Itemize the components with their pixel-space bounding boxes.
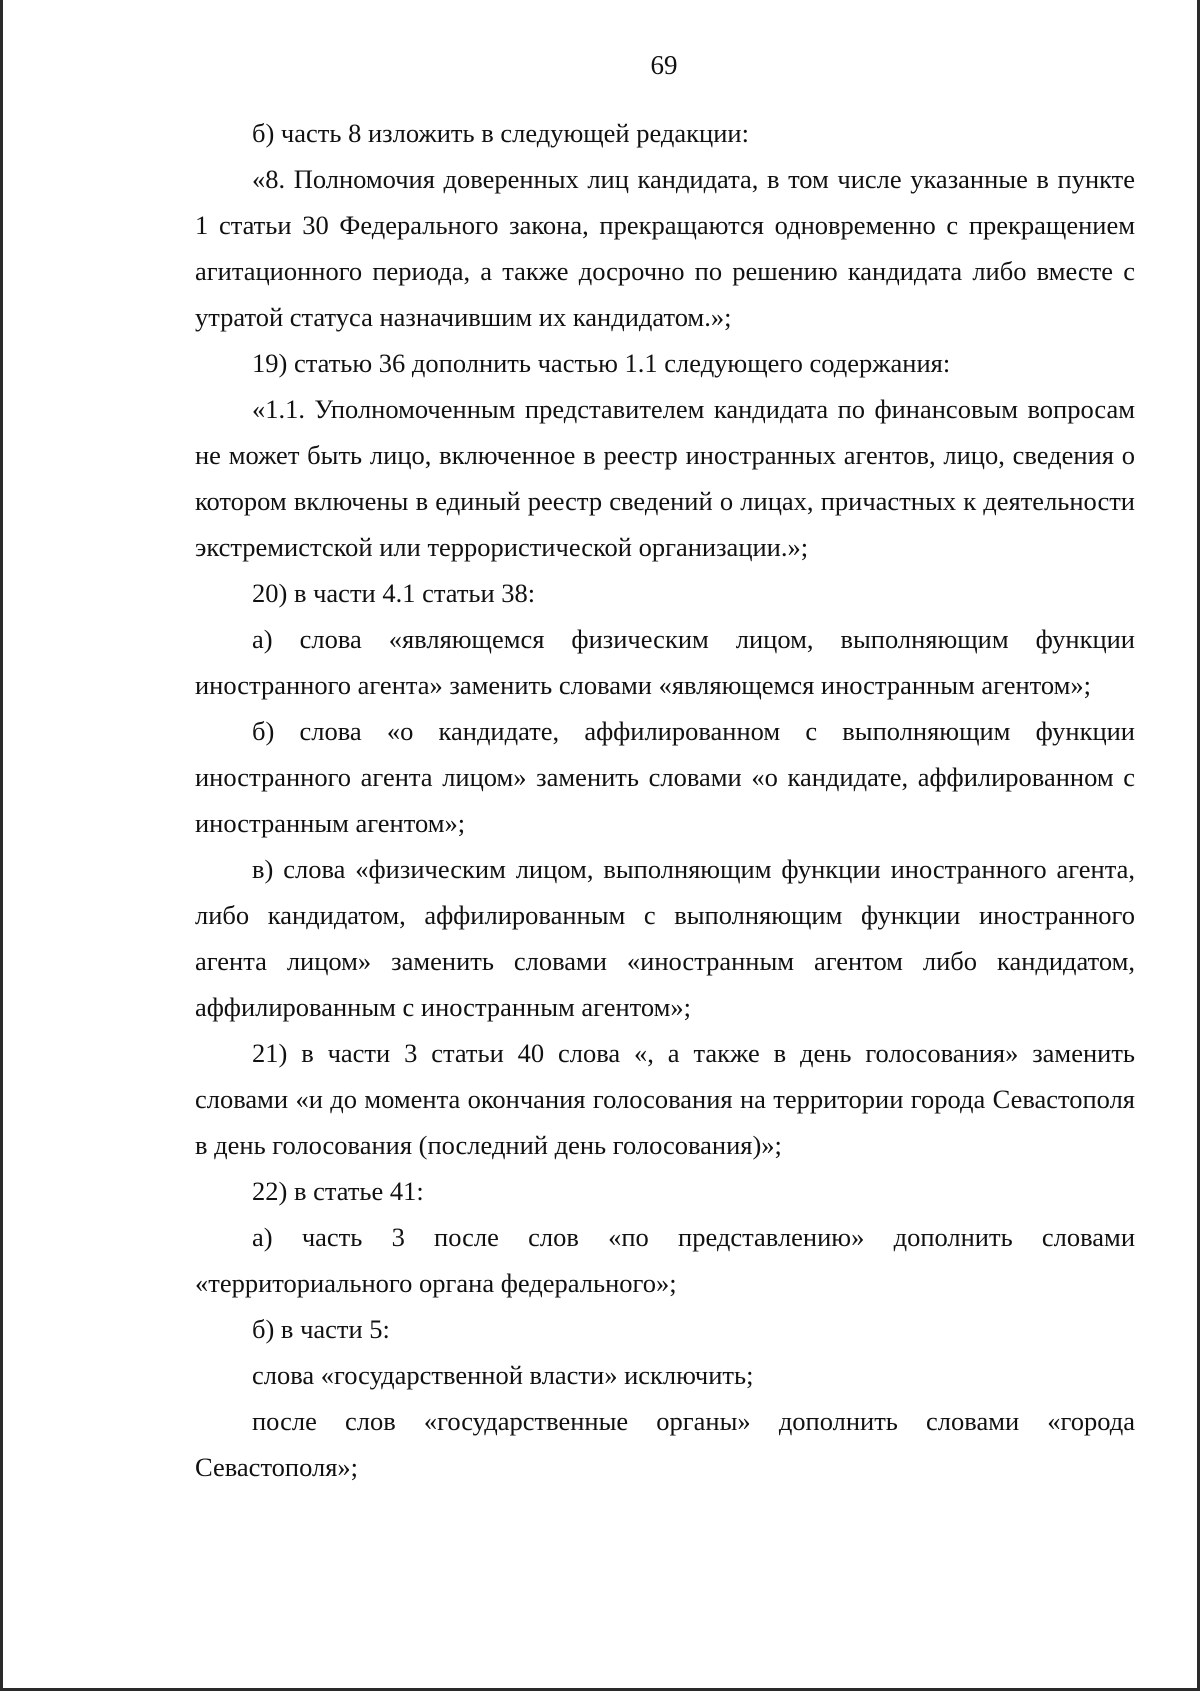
- paragraph: б) часть 8 изложить в следующей редакции:: [252, 118, 749, 148]
- paragraph: слова «государственной власти» исключить;: [252, 1360, 754, 1390]
- paragraph: после слов «государственные органы» дополнить словами «города Севастополя»;: [195, 1406, 1135, 1482]
- paragraph: б) слова «о кандидате, аффилированном с выполняющим функции иностранного агента лицом» заменить словами «о кандидате, аффилированном с иностранным агентом»;: [195, 716, 1135, 838]
- paragraph: «8. Полномочия доверенных лиц кандидата, в том числе указанные в пункте 1 статьи 30 Федерального закона, прекращаются одновременно с прекращением агитационного периода, а также досрочно по решению кандидата либо вместе с утратой статуса назначившим их кандидатом.»;: [195, 164, 1135, 332]
- document-body: [195, 110, 1135, 1490]
- paragraph: в) слова «физическим лицом, выполняющим функции иностранного агента, либо кандидатом, аффилированным с выполняющим функции иностранного агента лицом» заменить словами «иностранным агентом либо кандидатом, аффилированным с иностранным агентом»;: [195, 854, 1135, 1022]
- paragraph: б) в части 5:: [252, 1314, 390, 1344]
- paragraph: 22) в статье 41:: [252, 1176, 424, 1206]
- paragraph: 21) в части 3 статьи 40 слова «, а также в день голосования» заменить словами «и до момента окончания голосования на территории города Севастополя в день голосования (последний день голосования)»;: [195, 1038, 1135, 1160]
- paragraph: 19) статью 36 дополнить частью 1.1 следующего содержания:: [252, 348, 951, 378]
- paragraph: 20) в части 4.1 статьи 38:: [252, 578, 536, 608]
- paragraph: «1.1. Уполномоченным представителем кандидата по финансовым вопросам не может быть лицо, включенное в реестр иностранных агентов, лицо, сведения о котором включены в единый реестр сведений о лицах, причастных к деятельности экстремистской или террористической организации.»;: [195, 394, 1135, 562]
- page-number: 69: [650, 50, 678, 80]
- paragraph: а) слова «являющемся физическим лицом, выполняющим функции иностранного агента» заменить словами «являющемся иностранным агентом»;: [195, 624, 1135, 700]
- paragraph: а) часть 3 после слов «по представлению» дополнить словами «территориального органа федерального»;: [195, 1222, 1135, 1298]
